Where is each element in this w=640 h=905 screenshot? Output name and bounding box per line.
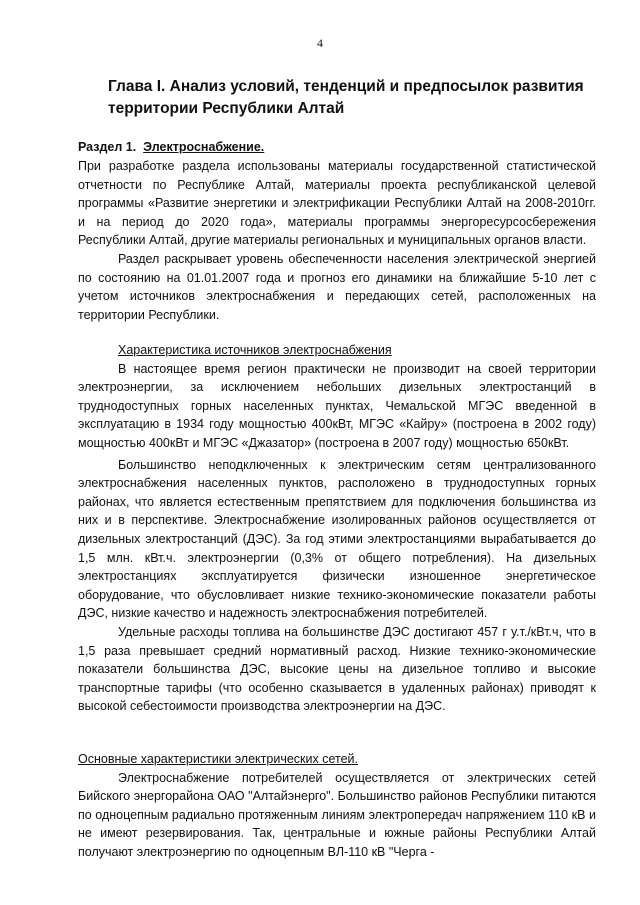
section-label: Раздел 1. bbox=[78, 140, 137, 154]
body-text-block-1 bbox=[78, 157, 596, 324]
body-text-block-3 bbox=[78, 750, 596, 862]
paragraph-sources: При разработке раздела использованы материалы государственной статистической отчетности по Республике Алтай, материалы проекта республиканской целевой программы «Развитие энергетики и электрификации Республики Алтай на 2008-2010гг. и на период до 2020 года», материалы программы энергоресурсосбережения Республики Алтай, другие материалы региональных и муниципальных органов власти. bbox=[78, 159, 596, 248]
section-name: Электроснабжение. bbox=[143, 140, 265, 154]
page-number: 4 bbox=[317, 36, 323, 50]
body-text-block-2 bbox=[78, 341, 596, 716]
subheading-power-sources: Характеристика источников электроснабжения bbox=[118, 343, 392, 357]
paragraph-scope: Раздел раскрывает уровень обеспеченности населения электрической энергией по состоянию на 01.01.2007 года и прогноз его динамики на ближайшие 5-10 лет с учетом источников электроснабжения и передающих сетей, расположенных на территории Республики. bbox=[78, 251, 596, 322]
section-title bbox=[78, 139, 264, 156]
paragraph-isolated-areas: Большинство неподключенных к электрическим сетям централизованного электроснабжения населенных пунктов, расположено в труднодоступных горных районах, что является естественным препятствием для подключения большинства из них и в перспективе. Электроснабжение изолированных районов осуществляется от дизельных электростанций (ДЭС). За год этими электростанциями вырабатывается до 1,5 млн. кВт.ч. электроэнергии (0,3% от общего потребления). На дизельных электростанциях эксплуатируется физически изношенное энергетическое оборудование, что обусловливает низкие технико-экономические показатели работы ДЭС, низкие качество и надежность электроснабжения потребителей. bbox=[78, 457, 596, 621]
paragraph-networks: Электроснабжение потребителей осуществляется от электрических сетей Бийского энергорайона ОАО "Алтайэнерго". Большинство районов Республики питаются по одноцепным радиально протяженным линиям электропередач напряжением 110 кВ и не имеют резервирования. Так, центральные и южные районы Республики Алтай получают электроэнергию по одноцепным ВЛ-110 кВ "Черга - bbox=[78, 770, 596, 859]
subheading-electric-networks: Основные характеристики электрических сетей. bbox=[78, 752, 358, 766]
paragraph-current-generation: В настоящее время регион практически не производит на своей территории электроэнергии, за исключением небольших дизельных электростанций в труднодоступных горных населенных пунктах, Чемальской МГЭС введенной в эксплуатацию в 1934 году мощностью 400кВт, МГЭС «Кайру» (построена в 2002 году) мощностью 400кВт и МГЭС «Джазатор» (построена в 2007 году) мощностью 650кВт. bbox=[78, 361, 596, 450]
chapter-title: Глава I. Анализ условий, тенденций и предпосылок развития территории Республики Алтай bbox=[108, 78, 584, 117]
paragraph-fuel-consumption: Удельные расходы топлива на большинстве ДЭС достигают 457 г у.т./кВт.ч, что в 1,5 раза превышает средний нормативный расход. Низкие технико-экономические показатели большинства ДЭС, высокие цены на дизельное топливо и высокие транспортные тарифы (что особенно сказывается в удаленных районах) приводят к высокой себестоимости производства электроэнергии на ДЭС. bbox=[78, 624, 596, 714]
